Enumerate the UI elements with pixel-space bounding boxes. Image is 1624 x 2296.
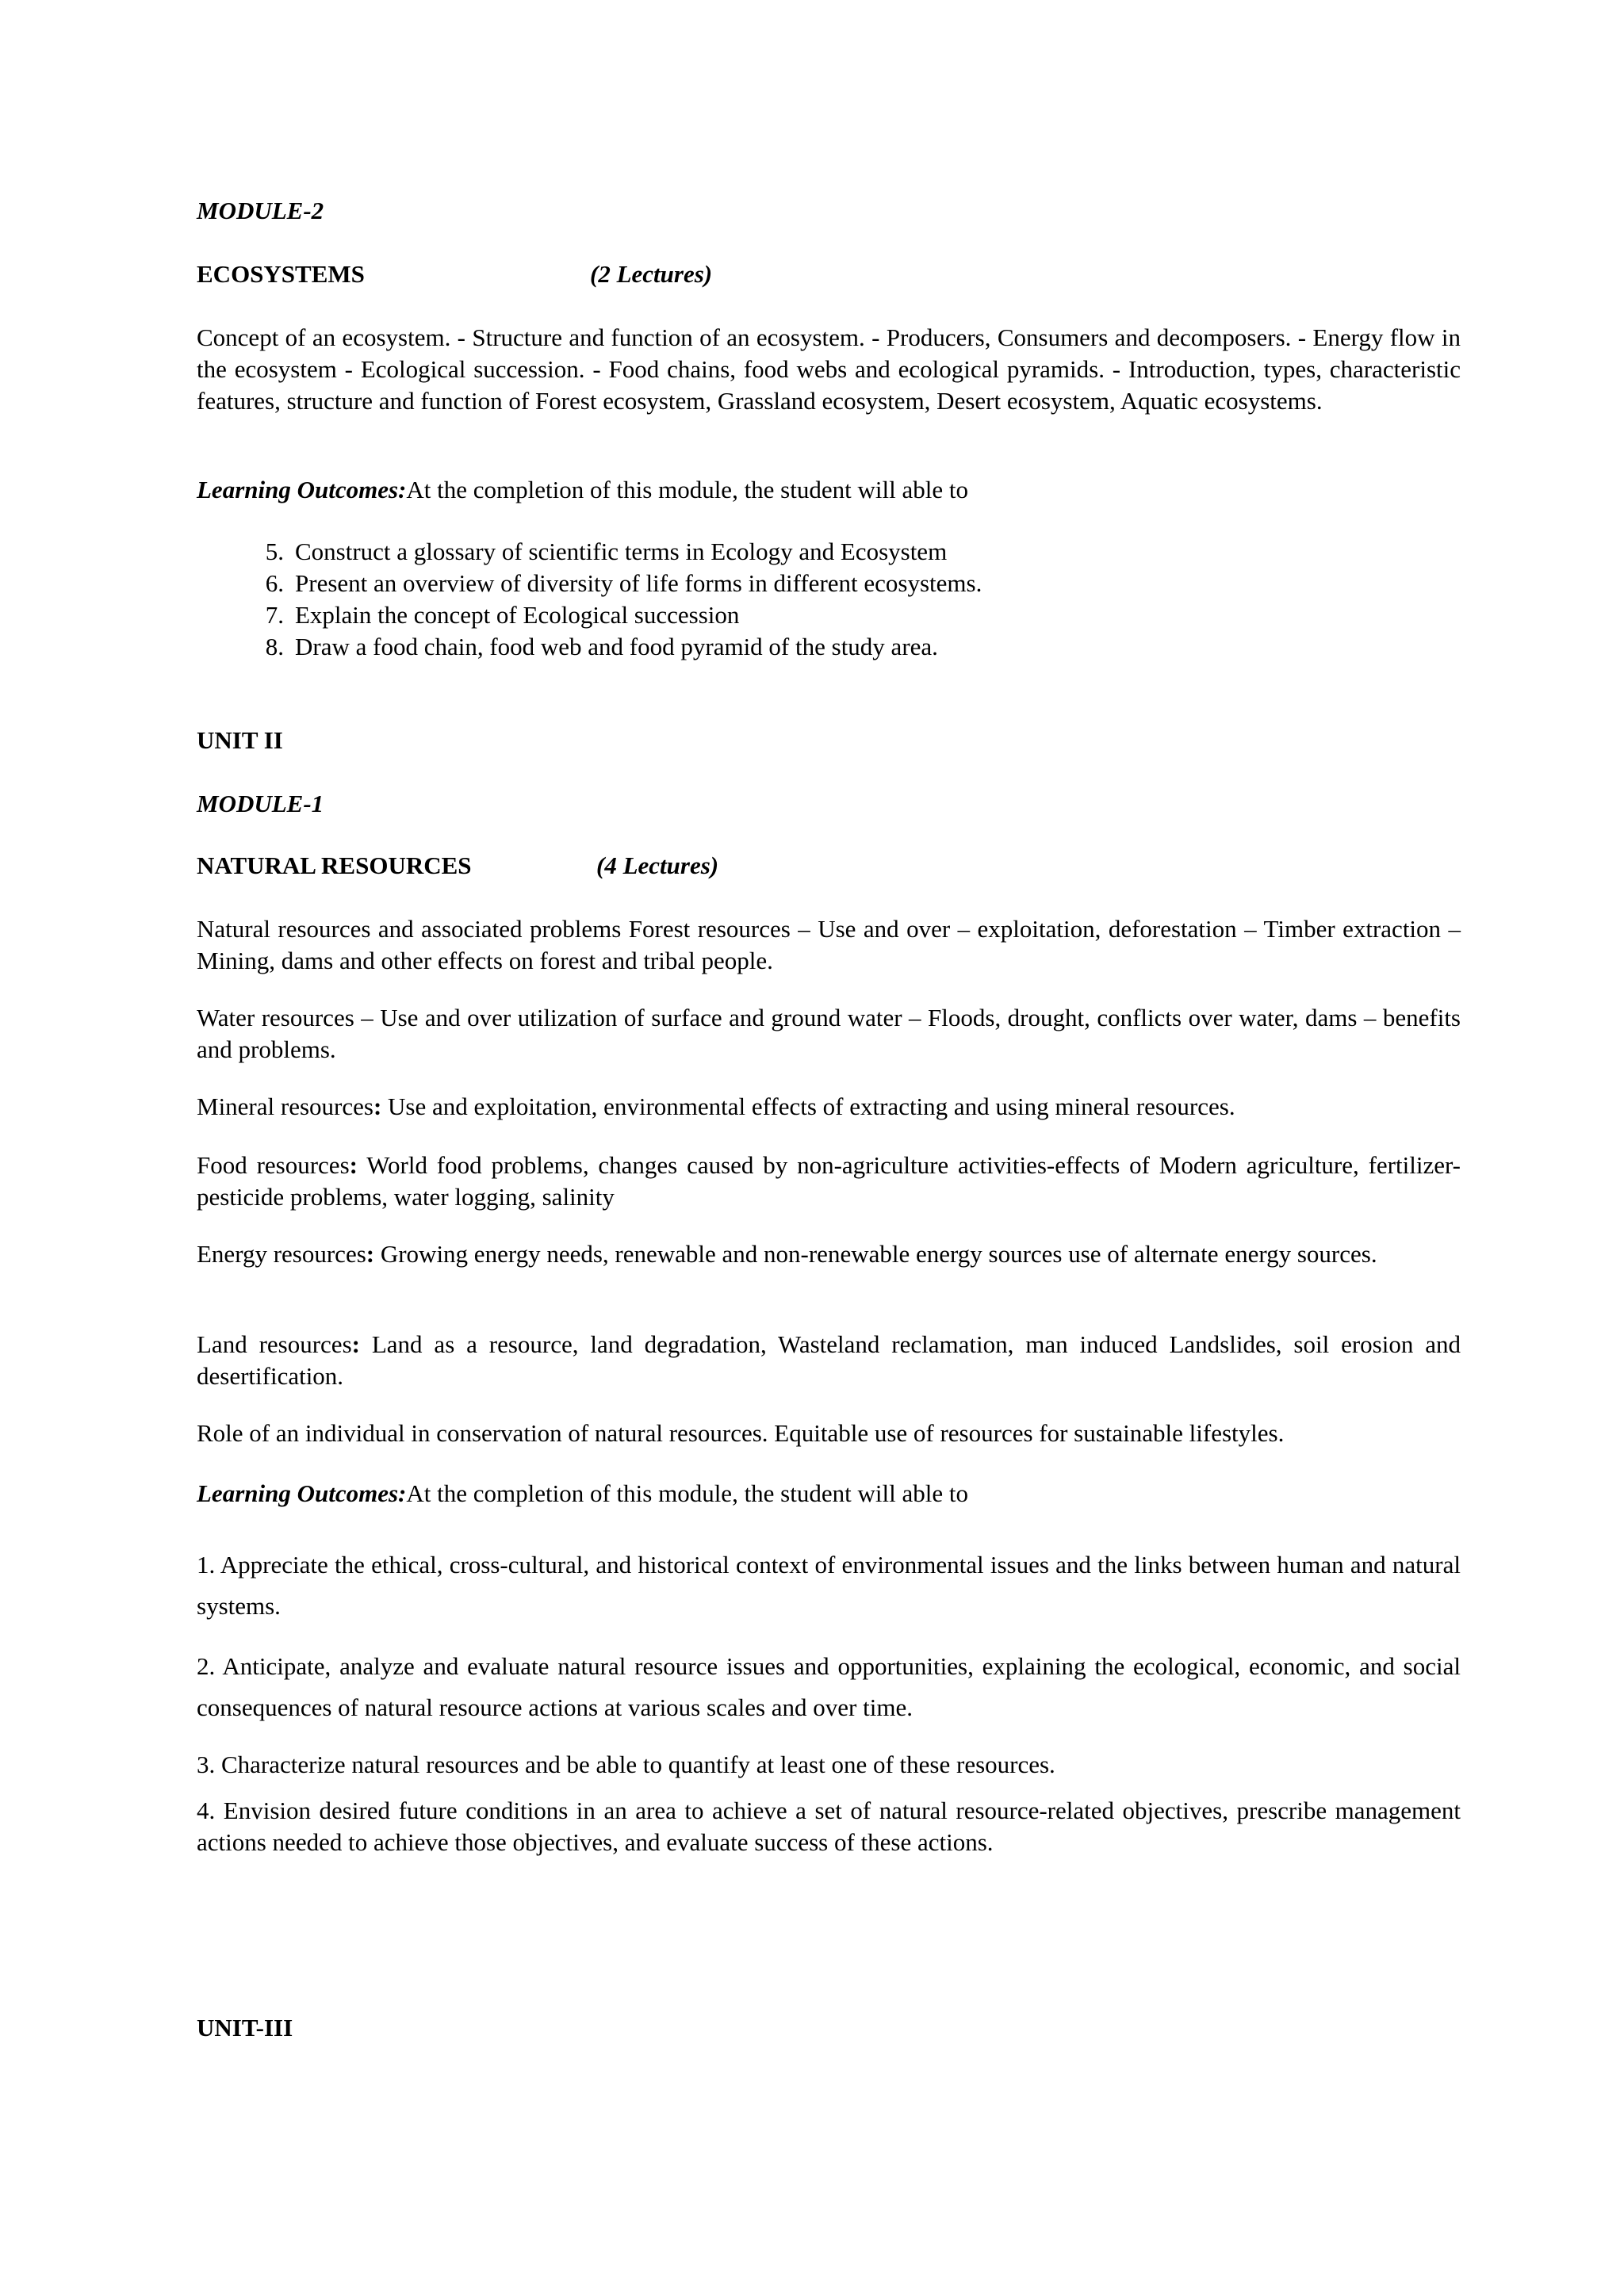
ecosystems-lectures: (2 Lectures) bbox=[590, 260, 713, 288]
outcome-3: 3. Characterize natural resources and be able to quantify at least one of these resources. bbox=[197, 1751, 1055, 1778]
list-item: 6. Present an overview of diversity of life forms in different ecosystems. bbox=[265, 569, 982, 597]
ecosystems-title: ECOSYSTEMS bbox=[197, 260, 365, 288]
module-2-label: MODULE-2 bbox=[197, 197, 324, 224]
outcome-1: 1. Appreciate the ethical, cross-cultural, and historical context of environmental issues and the links between human and natural systems. bbox=[197, 1551, 1461, 1620]
module-2-outcomes-intro bbox=[197, 474, 1461, 506]
natural-resources-title: NATURAL RESOURCES bbox=[197, 851, 472, 879]
land-resources-paragraph: Land resources: Land as a resource, land degradation, Wasteland reclamation, man induced Landslides, soil erosion and desertification. bbox=[197, 1330, 1461, 1390]
document-page bbox=[197, 0, 1461, 2296]
module-2-outcomes-list bbox=[197, 536, 1461, 663]
natural-resources-heading bbox=[197, 850, 1461, 882]
learning-outcomes-intro: At the completion of this module, the student will able to bbox=[406, 1479, 968, 1507]
learning-outcomes-intro: At the completion of this module, the student will able to bbox=[406, 476, 968, 503]
unit-2-outcomes-intro bbox=[197, 1478, 1461, 1510]
forest-resources-paragraph: Natural resources and associated problems Forest resources – Use and over – exploitation, deforestation – Timber extraction – Mining, dams and other effects on forest and tribal people. bbox=[197, 915, 1461, 974]
energy-resources-paragraph: Energy resources: Growing energy needs, renewable and non-renewable energy sources use of alternate energy sources. bbox=[197, 1240, 1377, 1268]
natural-resources-lectures: (4 Lectures) bbox=[596, 851, 719, 879]
ecosystems-description: Concept of an ecosystem. - Structure and function of an ecosystem. - Producers, Consumers and decomposers. - Energy flow in the ecosystem - Ecological succession. - Food chains, food webs and ecological pyramids. - Introduction, types, characteristic features, structure and function of Forest ecosystem, Grassland ecosystem, Desert ecosystem, Aquatic ecosystems. bbox=[197, 323, 1461, 415]
list-item: 5. Construct a glossary of scientific terms in Ecology and Ecosystem bbox=[265, 538, 948, 565]
learning-outcomes-label: Learning Outcomes: bbox=[197, 476, 407, 503]
outcome-2: 2. Anticipate, analyze and evaluate natural resource issues and opportunities, explaining the ecological, economic, and social consequences of natural resource actions at various scales and over time. bbox=[197, 1652, 1461, 1721]
water-resources-paragraph: Water resources – Use and over utilization of surface and ground water – Floods, drought, conflicts over water, dams – benefits and problems. bbox=[197, 1004, 1461, 1063]
food-resources-paragraph: Food resources: World food problems, changes caused by non-agriculture activities-effects of Modern agriculture, fertilizer-pesticide problems, water logging, salinity bbox=[197, 1151, 1461, 1211]
individual-role-paragraph: Role of an individual in conservation of natural resources. Equitable use of resources for sustainable lifestyles. bbox=[197, 1419, 1285, 1447]
list-item: 7. Explain the concept of Ecological succession bbox=[265, 601, 740, 629]
ecosystems-heading bbox=[197, 258, 1461, 290]
list-item: 8. Draw a food chain, food web and food pyramid of the study area. bbox=[265, 633, 938, 660]
mineral-resources-paragraph: Mineral resources: Use and exploitation, environmental effects of extracting and using mineral resources. bbox=[197, 1093, 1235, 1120]
learning-outcomes-label: Learning Outcomes: bbox=[197, 1479, 407, 1507]
unit-2-label: UNIT II bbox=[197, 726, 283, 754]
outcome-4: 4. Envision desired future conditions in an area to achieve a set of natural resource-related objectives, prescribe management actions needed to achieve those objectives, and evaluate success of these actions. bbox=[197, 1797, 1461, 1856]
module-1-label: MODULE-1 bbox=[197, 790, 324, 817]
unit-3-label: UNIT-III bbox=[197, 2014, 293, 2042]
